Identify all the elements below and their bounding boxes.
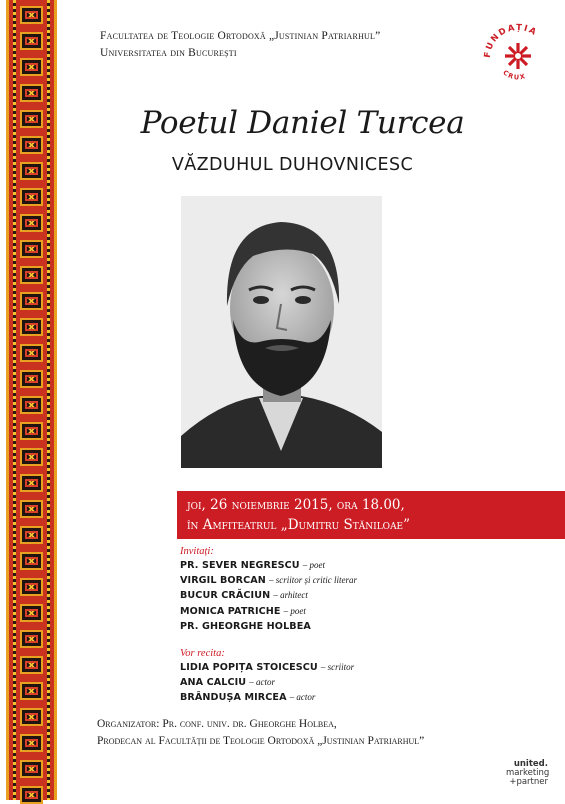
person-name: BRÂNDUȘA MIRCEA xyxy=(180,692,287,704)
folk-motif-icon xyxy=(20,58,43,76)
svg-text:CRUX: CRUX xyxy=(501,68,528,82)
invited-list xyxy=(180,558,357,634)
person-name: LIDIA POPIȚA STOICESCU xyxy=(180,662,318,673)
person-name: VIRGIL BORCAN xyxy=(180,575,266,587)
person-role: – poet xyxy=(302,560,326,570)
folk-motif-icon xyxy=(20,552,43,570)
list-item xyxy=(180,588,357,603)
folk-motif-icon xyxy=(20,760,43,778)
portrait-photo xyxy=(181,196,382,468)
agency-line-1: united. xyxy=(513,759,548,769)
folk-motif-icon xyxy=(20,682,43,700)
person-role: – scriitor și critic literar xyxy=(269,575,358,586)
page-title: Poetul Daniel Turcea xyxy=(140,105,465,141)
page-subtitle: VĂZDUHUL DUHOVNICESC xyxy=(171,155,414,175)
folk-motif-icon xyxy=(20,214,43,232)
folk-motif-icon xyxy=(20,188,43,206)
person-role: – actor xyxy=(249,677,276,688)
person-name: BUCUR CRĂCIUN xyxy=(180,590,271,602)
header xyxy=(100,28,380,62)
folk-motif-icon xyxy=(20,734,43,752)
folk-motif-icon xyxy=(20,630,43,648)
event-venue: în Amfiteatrul „Dumitru Stăniloae” xyxy=(187,517,411,533)
list-item xyxy=(180,573,357,588)
folk-motif-icon xyxy=(20,318,43,336)
person-role: – arhitect xyxy=(273,590,308,601)
reciters-list xyxy=(180,660,354,706)
event-date-time: joi, 26 noiembrie 2015, ora 18.00, xyxy=(187,497,405,513)
invited-section xyxy=(180,545,357,634)
reciters-section xyxy=(180,647,354,706)
list-item xyxy=(180,690,354,705)
organizer-line: Organizator: Pr. conf. univ. dr. Gheorghe Holbea, xyxy=(97,718,337,730)
folk-motif-icon xyxy=(20,708,43,726)
folk-motif-icon xyxy=(20,500,43,518)
folk-motif-icon xyxy=(20,292,43,310)
folk-motif-icon xyxy=(20,786,43,804)
person-name: PR. GHEORGHE HOLBEA xyxy=(180,620,311,632)
folk-motif-icon xyxy=(20,474,43,492)
person-name: MONICA PATRICHE xyxy=(180,605,281,617)
folk-motif-icon xyxy=(20,396,43,414)
list-item xyxy=(180,619,357,634)
organizer-footer xyxy=(97,716,424,750)
folk-motif-icon xyxy=(20,422,43,440)
fundatia-crux-logo xyxy=(478,12,558,84)
person-role: – actor xyxy=(289,692,316,703)
person-name: ANA CALCIU xyxy=(180,677,247,689)
svg-text:FUNDAȚIA: FUNDAȚIA xyxy=(482,22,540,59)
agency-line-2: marketing xyxy=(506,768,550,778)
folk-motif-icon xyxy=(20,240,43,258)
folk-motif-icon xyxy=(20,32,43,50)
person-role: – scriitor xyxy=(320,662,355,672)
folk-motif-icon xyxy=(20,448,43,466)
agency-line-3: +partner xyxy=(509,777,548,787)
organizer-title-line: Prodecan al Facultății de Teologie Ortodoxă „Justinian Patriarhul” xyxy=(97,735,425,747)
folk-motif-icon xyxy=(20,656,43,674)
folk-motif-icon xyxy=(20,84,43,102)
folk-motif-icon xyxy=(20,6,43,24)
folk-motif-icon xyxy=(20,370,43,388)
person-role: – poet xyxy=(283,605,306,616)
folk-motif-icon xyxy=(20,604,43,622)
list-item xyxy=(180,558,357,573)
folk-motif-icon xyxy=(20,578,43,596)
list-item xyxy=(180,604,357,619)
university-name: Universitatea din București xyxy=(100,47,237,59)
folk-motif-icon xyxy=(20,344,43,362)
faculty-name: Facultatea de Teologie Ortodoxă „Justinian Patriarhul” xyxy=(100,30,381,42)
agency-logo xyxy=(506,760,548,787)
crux-star-icon xyxy=(505,43,531,69)
reciters-label: Vor recita: xyxy=(180,648,225,659)
folk-motif-icon xyxy=(20,526,43,544)
list-item xyxy=(180,675,354,690)
invited-label: Invitați: xyxy=(180,546,214,557)
event-banner xyxy=(177,491,565,539)
folk-motif-icon xyxy=(20,266,43,284)
list-item xyxy=(180,660,354,675)
person-name: PR. SEVER NEGRESCU xyxy=(180,560,300,571)
